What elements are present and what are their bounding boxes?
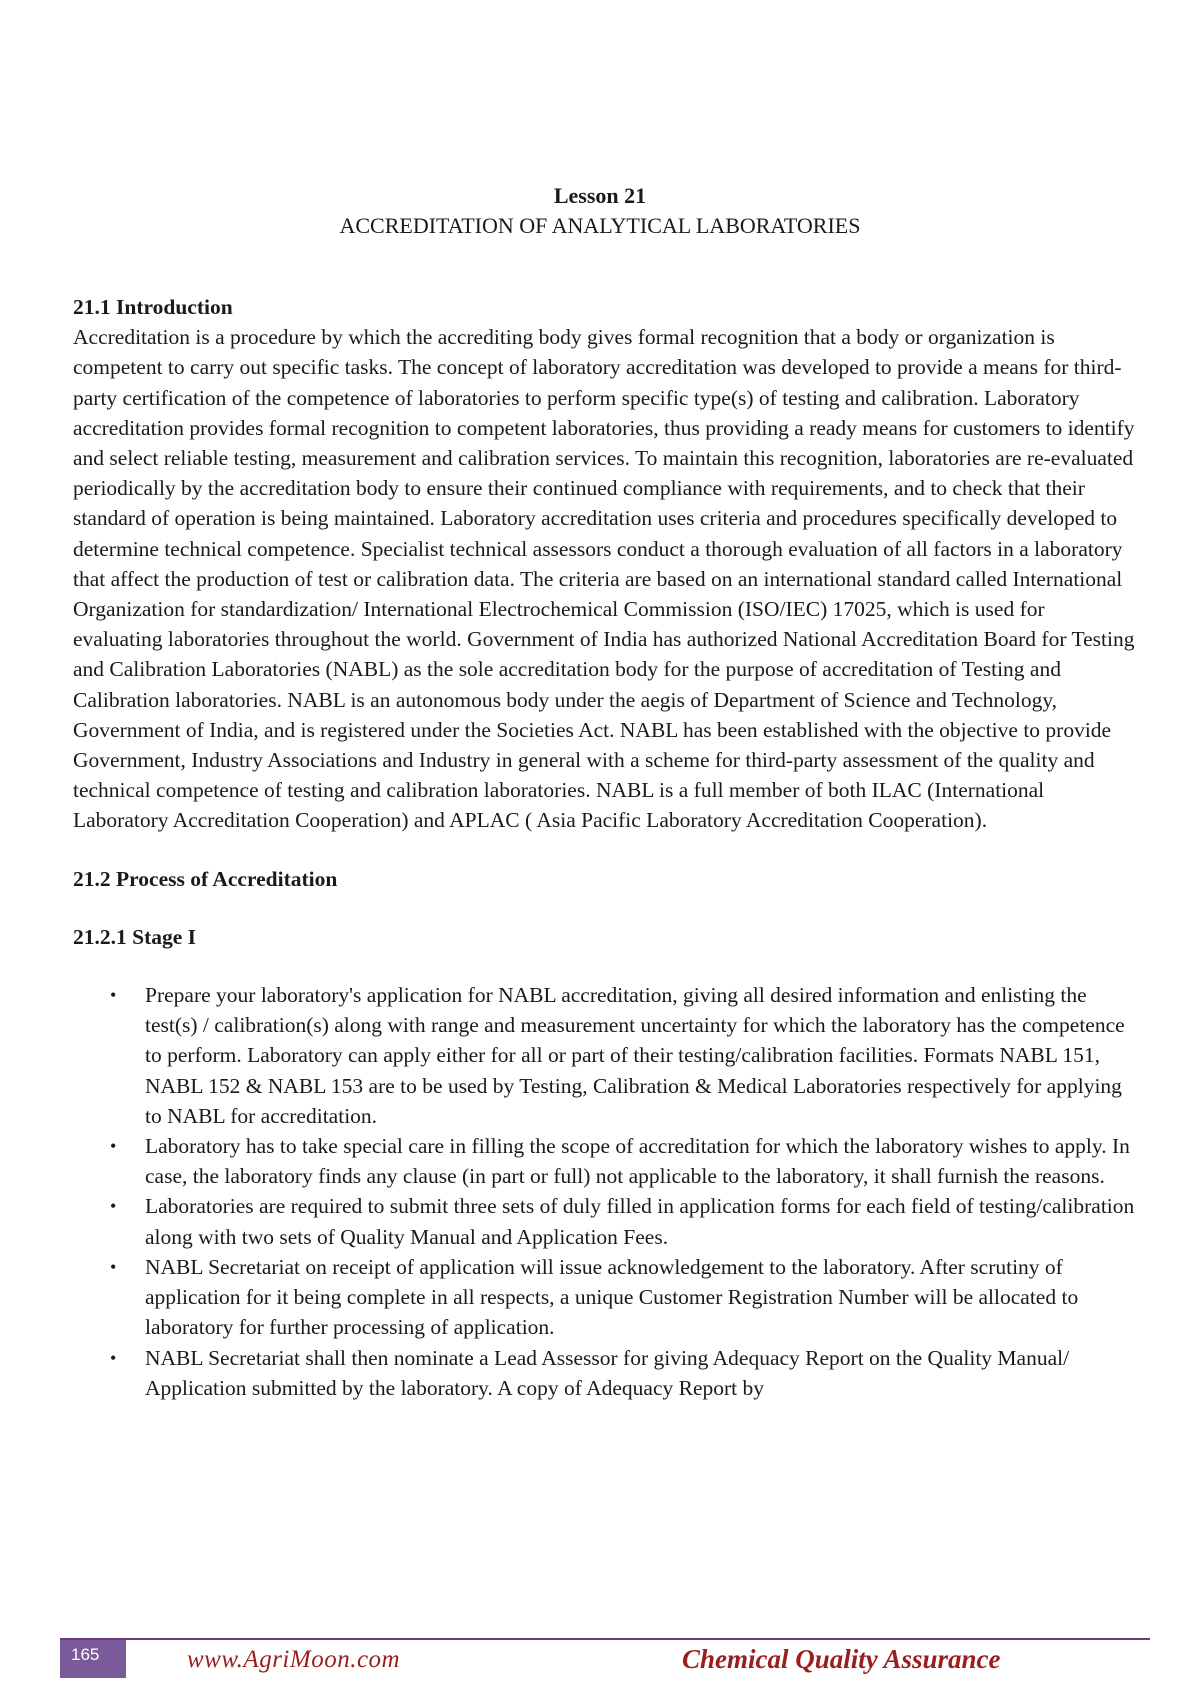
bullet-icon: •: [110, 1196, 117, 1217]
list-item: [73, 1131, 1135, 1191]
list-item: [73, 1191, 1135, 1251]
stage-list: [73, 980, 1135, 1403]
lesson-number: Lesson 21: [553, 183, 647, 208]
page-number: 165: [60, 1640, 126, 1678]
bullet-icon: •: [110, 1256, 117, 1277]
list-item-text: NABL Secretariat shall then nominate a Lead Assessor for giving Adequacy Report on the Quality Manual/ Application submitted by the laboratory. A copy of Adequacy Report by: [145, 1345, 1070, 1400]
list-item: [73, 1252, 1135, 1343]
process-heading: 21.2 Process of Accreditation: [73, 866, 338, 891]
footer-divider: [60, 1638, 1150, 1640]
intro-heading: 21.1 Introduction: [73, 295, 233, 319]
stage-heading: 21.2.1 Stage I: [73, 924, 197, 949]
lesson-title: ACCREDITATION OF ANALYTICAL LABORATORIES: [339, 213, 861, 238]
footer-book-title: Chemical Quality Assurance: [682, 1644, 1001, 1674]
list-item-text: Prepare your laboratory's application for NABL accreditation, giving all desired information and enlisting the test(s) / calibration(s) along with range and measurement uncertainty for which the laboratory has the competence to perform. Laboratory can apply either for all or part of their testing/calibration facilities. Formats NABL 151, NABL 152 & NABL 153 are to be used by Testing, Calibration & Medical Laboratories respectively for applying to NABL for accreditation.: [145, 983, 1125, 1128]
bullet-icon: •: [110, 1347, 117, 1368]
list-item-text: NABL Secretariat on receipt of application will issue acknowledgement to the laboratory. After scrutiny of application for it being complete in all respects, a unique Customer Registration Number will be allocated to laboratory for further processing of application.: [145, 1254, 1079, 1340]
list-item: [73, 980, 1135, 1131]
list-item-text: Laboratories are required to submit three sets of duly filled in application forms for each field of testing/calibration along with two sets of Quality Manual and Application Fees.: [145, 1194, 1135, 1249]
footer-website-link[interactable]: www.AgriMoon.com: [187, 1646, 401, 1673]
bullet-icon: •: [110, 1136, 117, 1157]
lesson-header: [0, 181, 1200, 241]
bullet-icon: •: [110, 985, 117, 1006]
content-body: [73, 292, 1135, 1403]
intro-paragraph: Accreditation is a procedure by which the accrediting body gives formal recognition that a body or organization is competent to carry out specific tasks. The concept of laboratory accreditation was developed to provide a means for third-party certification of the competence of laboratories to perform specific type(s) of testing and calibration. Laboratory accreditation provides formal recognition to competent laboratories, thus providing a ready means for customers to identify and select reliable testing, measurement and calibration services. To maintain this recognition, laboratories are re-evaluated periodically by the accreditation body to ensure their continued compliance with requirements, and to check that their standard of operation is being maintained. Laboratory accreditation uses criteria and procedures specifically developed to determine technical competence. Specialist technical assessors conduct a thorough evaluation of all factors in a laboratory that affect the production of test or calibration data. The criteria are based on an international standard called International Organization for standardization/ International Electrochemical Commission (ISO/IEC) 17025, which is used for evaluating laboratories throughout the world. Government of India has authorized National Accreditation Board for Testing and Calibration Laboratories (NABL) as the sole accreditation body for the purpose of accreditation of Testing and Calibration laboratories. NABL is an autonomous body under the aegis of Department of Science and Technology, Government of India, and is registered under the Societies Act. NABL has been established with the objective to provide Government, Industry Associations and Industry in general with a scheme for third-party assessment of the quality and technical competence of testing and calibration laboratories. NABL is a full member of both ILAC (International Laboratory Accreditation Cooperation) and APLAC ( Asia Pacific Laboratory Accreditation Cooperation).: [73, 325, 1135, 833]
list-item-text: Laboratory has to take special care in filling the scope of accreditation for which the laboratory wishes to apply. In case, the laboratory finds any clause (in part or full) not applicable to the laboratory, it shall furnish the reasons.: [145, 1134, 1130, 1189]
page-footer: [60, 1638, 1150, 1678]
list-item: [73, 1343, 1135, 1403]
